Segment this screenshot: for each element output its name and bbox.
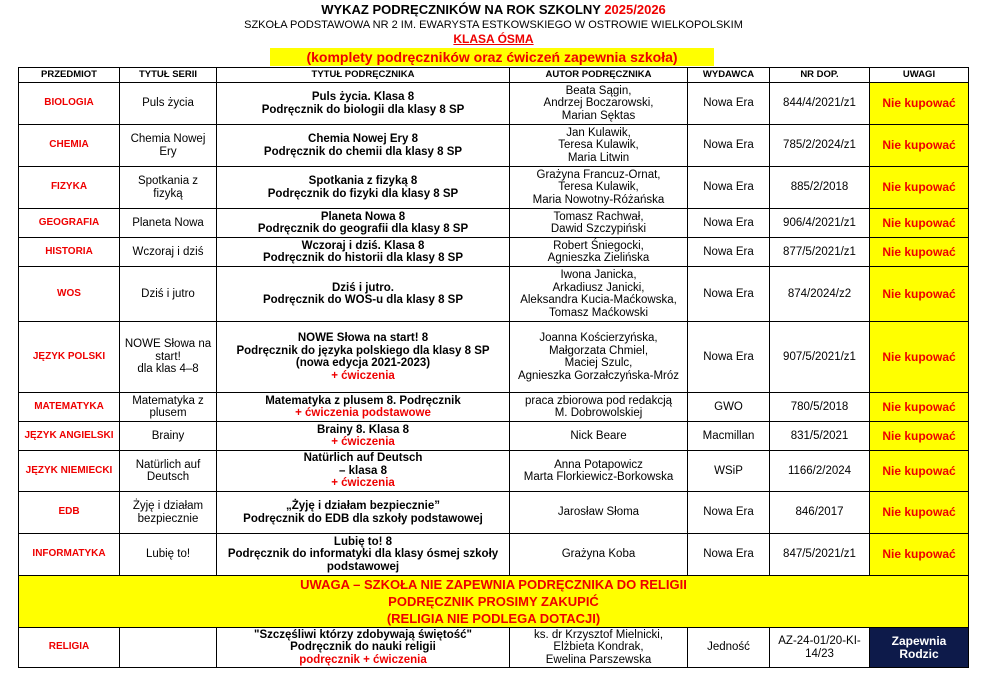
row-note: Nie kupować [870, 393, 969, 422]
table-row [19, 492, 969, 534]
row-subject: JĘZYK ANGIELSKI [19, 422, 120, 451]
title-text: Natürlich auf Deutsch – klasa 8 [303, 452, 423, 477]
row-nr: 877/5/2021/z1 [770, 238, 870, 267]
row-series: Planeta Nowa [120, 209, 217, 238]
row-note: Zapewnia Rodzic [870, 628, 969, 668]
row-subject: MATEMATYKA [19, 393, 120, 422]
header-author: AUTOR PODRĘCZNIKA [510, 68, 688, 83]
title-text: WYKAZ PODRĘCZNIKÓW NA ROK SZKOLNY [321, 2, 605, 17]
page-title [0, 2, 987, 17]
row-publisher: Nowa Era [688, 125, 770, 167]
row-publisher: WSiP [688, 451, 770, 492]
row-publisher: Nowa Era [688, 167, 770, 209]
row-note: Nie kupować [870, 238, 969, 267]
school-name: SZKOŁA PODSTAWOWA NR 2 IM. EWARYSTA ESTKOWSKIEGO W OSTROWIE WIELKOPOLSKIM [244, 19, 743, 31]
table-row [19, 393, 969, 422]
row-title [217, 451, 510, 492]
row-nr: 907/5/2021/z1 [770, 322, 870, 393]
row-note: Nie kupować [870, 322, 969, 393]
row-series: Chemia Nowej Ery [120, 125, 217, 167]
row-note: Nie kupować [870, 534, 969, 576]
row-series: Dziś i jutro [120, 267, 217, 322]
title-extra: + ćwiczenia podstawowe [295, 407, 431, 419]
row-title [217, 209, 510, 238]
row-title [217, 238, 510, 267]
title-text: Lubię to! 8 Podręcznik do informatyki dla klasy ósmej szkoły podstawowej [227, 535, 499, 573]
table-row [19, 422, 969, 451]
row-subject: JĘZYK NIEMIECKI [19, 451, 120, 492]
row-publisher: Macmillan [688, 422, 770, 451]
row-subject: JĘZYK POLSKI [19, 322, 120, 393]
row-series: Brainy [120, 422, 217, 451]
row-nr: 785/2/2024/z1 [770, 125, 870, 167]
row-publisher: Nowa Era [688, 534, 770, 576]
table-row [19, 83, 969, 125]
row-title [217, 322, 510, 393]
title-text: NOWE Słowa na start! 8 Podręcznik do języka polskiego dla klasy 8 SP (nowa edycja 2021-2023) [236, 332, 490, 369]
row-publisher: Jedność [688, 628, 770, 668]
row-title [217, 393, 510, 422]
row-nr: 846/2017 [770, 492, 870, 534]
row-nr: 780/5/2018 [770, 393, 870, 422]
title-extra: + ćwiczenia [331, 477, 395, 490]
banner: (komplety podręczników oraz ćwiczeń zapewnia szkoła) [270, 48, 714, 66]
row-title [217, 125, 510, 167]
title-text: Planeta Nowa 8 Podręcznik do geografii dla klasy 8 SP [257, 210, 469, 235]
header-nr: NR DOP. [770, 68, 870, 83]
header-notes: UWAGI [870, 68, 969, 83]
row-nr: 831/5/2021 [770, 422, 870, 451]
row-author: Joanna Kościerzyńska, Małgorzata Chmiel, Maciej Szulc, Agnieszka Gorzałczyńska-Mróz [510, 322, 688, 393]
textbook-table [18, 67, 969, 668]
row-publisher: Nowa Era [688, 83, 770, 125]
row-author: Robert Śniegocki, Agnieszka Zielińska [510, 238, 688, 267]
row-subject: RELIGIA [19, 628, 120, 668]
title-text: Dziś i jutro. Podręcznik do WOS-u dla klasy 8 SP [262, 281, 464, 306]
title-text: Wczoraj i dziś. Klasa 8 Podręcznik do historii dla klasy 8 SP [262, 239, 464, 264]
header-row [19, 68, 969, 83]
row-title [217, 534, 510, 576]
row-subject: WOS [19, 267, 120, 322]
row-note: Nie kupować [870, 125, 969, 167]
row-author: Tomasz Rachwał, Dawid Szczypiński [510, 209, 688, 238]
row-series: Natürlich auf Deutsch [120, 451, 217, 492]
table-row [19, 125, 969, 167]
row-note: Nie kupować [870, 209, 969, 238]
warning-row [19, 576, 969, 628]
religion-warning: UWAGA – SZKOŁA NIE ZAPEWNIA PODRĘCZNIKA DO RELIGII PODRĘCZNIK PROSIMY ZAKUPIĆ (RELIGIA NIE PODLEGA DOTACJI) [19, 576, 969, 628]
table-row [19, 534, 969, 576]
row-title [217, 422, 510, 451]
title-text: Puls życia. Klasa 8 Podręcznik do biologii dla klasy 8 SP [261, 91, 465, 116]
title-text: „Żyję i działam bezpiecznie” Podręcznik do EDB dla szkoły podstawowej [243, 500, 483, 525]
row-series: Lubię to! [120, 534, 217, 576]
table-row [19, 238, 969, 267]
row-publisher: Nowa Era [688, 322, 770, 393]
title-text: Chemia Nowej Ery 8 Podręcznik do chemii dla klasy 8 SP [263, 133, 463, 158]
row-note: Nie kupować [870, 492, 969, 534]
table-row [19, 322, 969, 393]
row-subject: GEOGRAFIA [19, 209, 120, 238]
table-row [19, 451, 969, 492]
row-nr: 847/5/2021/z1 [770, 534, 870, 576]
row-author: Iwona Janicka, Arkadiusz Janicki, Aleksandra Kucia-Maćkowska, Tomasz Maćkowski [510, 267, 688, 322]
row-author: Nick Beare [510, 422, 688, 451]
header-series: TYTUŁ SERII [120, 68, 217, 83]
table-row [19, 267, 969, 322]
title-year: 2025/2026 [604, 2, 666, 17]
row-publisher: Nowa Era [688, 267, 770, 322]
header-publisher: WYDAWCA [688, 68, 770, 83]
row-series: Puls życia [120, 83, 217, 125]
class-name: KLASA ÓSMA [453, 32, 534, 46]
row-subject: CHEMIA [19, 125, 120, 167]
row-series: Żyję i działam bezpiecznie [120, 492, 217, 534]
row-series [120, 628, 217, 668]
table-row [19, 167, 969, 209]
row-author: praca zbiorowa pod redakcją M. Dobrowolskiej [510, 393, 688, 422]
row-publisher: Nowa Era [688, 209, 770, 238]
table-row [19, 628, 969, 668]
row-series: Wczoraj i dziś [120, 238, 217, 267]
row-subject: INFORMATYKA [19, 534, 120, 576]
row-note: Nie kupować [870, 451, 969, 492]
row-author: Grażyna Francuz-Ornat, Teresa Kulawik, Maria Nowotny-Różańska [510, 167, 688, 209]
row-publisher: GWO [688, 393, 770, 422]
row-series: Spotkania z fizyką [120, 167, 217, 209]
row-author: Jarosław Słoma [510, 492, 688, 534]
title-text: Brainy 8. Klasa 8 [316, 423, 410, 436]
row-title [217, 83, 510, 125]
header-title: TYTUŁ PODRĘCZNIKA [217, 68, 510, 83]
row-nr: AZ-24-01/20-KI-14/23 [770, 628, 870, 668]
row-note: Nie kupować [870, 167, 969, 209]
row-title [217, 167, 510, 209]
row-nr: 885/2/2018 [770, 167, 870, 209]
row-series: Matematyka z plusem [120, 393, 217, 422]
table-row [19, 209, 969, 238]
row-author: Beata Sągin, Andrzej Boczarowski, Marian Sęktas [510, 83, 688, 125]
row-author: Grażyna Koba [510, 534, 688, 576]
row-note: Nie kupować [870, 83, 969, 125]
row-subject: EDB [19, 492, 120, 534]
row-author: Jan Kulawik, Teresa Kulawik, Maria Litwin [510, 125, 688, 167]
title-extra: + ćwiczenia [331, 436, 395, 448]
row-subject: HISTORIA [19, 238, 120, 267]
title-extra: podręcznik + ćwiczenia [299, 653, 427, 666]
title-text: "Szczęśliwi którzy zdobywają świętość" Podręcznik do nauki religii [254, 628, 472, 654]
row-author: Anna Potapowicz Marta Florkiewicz-Borkowska [510, 451, 688, 492]
row-title [217, 628, 510, 668]
row-title [217, 267, 510, 322]
row-note: Nie kupować [870, 267, 969, 322]
row-note: Nie kupować [870, 422, 969, 451]
row-publisher: Nowa Era [688, 492, 770, 534]
row-author: ks. dr Krzysztof Mielnicki, Elżbieta Kondrak, Ewelina Parszewska [510, 628, 688, 668]
row-nr: 906/4/2021/z1 [770, 209, 870, 238]
header-subject: PRZEDMIOT [19, 68, 120, 83]
title-text: Matematyka z plusem 8. Podręcznik [265, 394, 461, 407]
row-nr: 1166/2/2024 [770, 451, 870, 492]
row-title [217, 492, 510, 534]
row-subject: BIOLOGIA [19, 83, 120, 125]
row-series: NOWE Słowa na start! dla klas 4–8 [120, 322, 217, 393]
row-publisher: Nowa Era [688, 238, 770, 267]
title-extra: + ćwiczenia [331, 369, 395, 382]
title-text: Spotkania z fizyką 8 Podręcznik do fizyki dla klasy 8 SP [267, 175, 459, 200]
row-nr: 844/4/2021/z1 [770, 83, 870, 125]
row-subject: FIZYKA [19, 167, 120, 209]
row-nr: 874/2024/z2 [770, 267, 870, 322]
